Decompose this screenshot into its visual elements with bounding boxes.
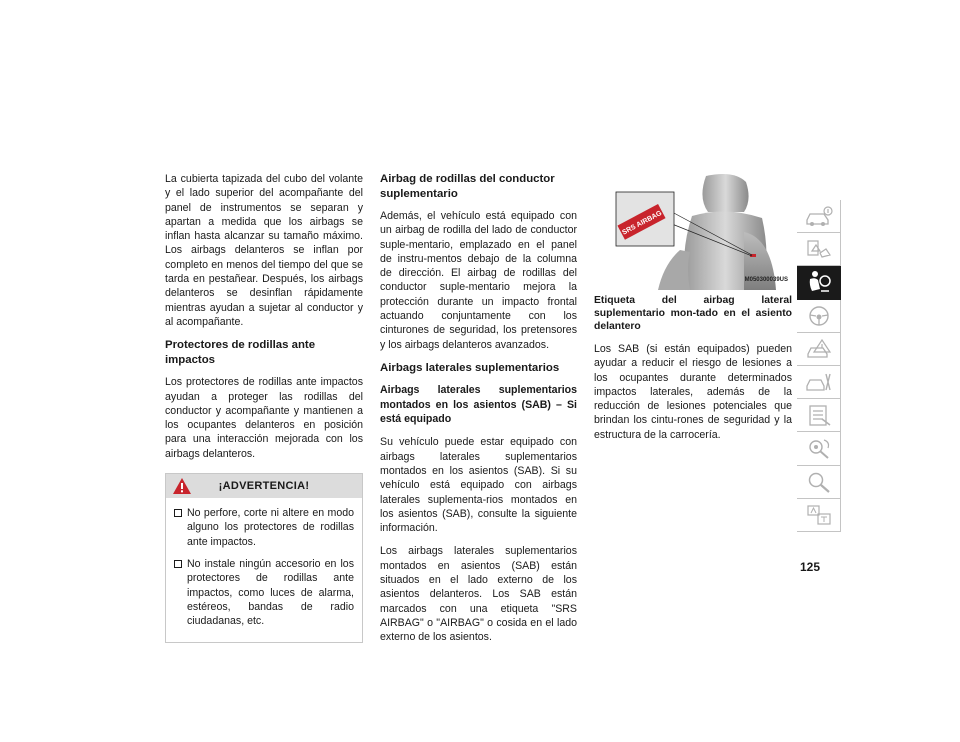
sab-paragraph-1: Su vehículo puede estar equipado con airbags laterales suplementarios montados en los asientos (SAB). Si su vehículo está equipado con airbags laterales suplementa-rios montados en los asientos (SAB), consulte la siguiente información. (380, 436, 577, 535)
warning-list (166, 498, 362, 642)
magnifier-icon (804, 470, 834, 494)
car-hazard-icon (804, 337, 834, 361)
knee-bolsters-heading: Protectores de rodillas ante impactos (165, 339, 316, 366)
checklist-icon (804, 403, 834, 427)
steering-wheel-icon (804, 304, 834, 328)
knee-bolsters-paragraph: Los protectores de rodillas ante impactos ayudan a proteger las rodillas del conductor y acompañante y mantienen a los ocupantes delanteros en posición para una interacción mejorada con los airbags delanteros. (165, 376, 363, 460)
tab-specifications[interactable] (797, 399, 841, 432)
warning-title: ¡ADVERTENCIA! (218, 479, 310, 492)
warning-triangle-icon (172, 477, 192, 495)
car-service-icon (804, 370, 834, 394)
sab-benefit-paragraph: Los SAB (si están equipados) pueden ayudar a reducir el riesgo de lesiones a los ocupantes durante determinados impactos laterales, además de la reducción de lesiones potenciales que brindan los cintu-rones de seguridad y la estructura de la carrocería. (594, 343, 792, 441)
column-right (594, 172, 792, 451)
srs-label-text: SRS AIRBAG (621, 209, 664, 237)
car-info-icon (804, 204, 834, 228)
language-icon (804, 502, 834, 528)
tab-maintenance[interactable] (797, 366, 841, 399)
column-left (165, 172, 363, 643)
column-middle (380, 172, 577, 654)
page-number: 125 (800, 560, 821, 574)
tab-vehicle-info[interactable] (797, 200, 841, 233)
figure-code: M050300039US (744, 276, 788, 283)
tab-dashboard[interactable] (797, 233, 841, 266)
warning-item: No perfore, corte ni altere en modo alguno los protectores de rodillas ante impactos. (174, 506, 354, 549)
tab-safety[interactable] (797, 266, 841, 299)
chapter-tabs (797, 200, 841, 532)
sab-lead: Airbags laterales suplementarios montados en los asientos (SAB) – Si está equipado (380, 384, 577, 426)
tab-index[interactable] (797, 466, 841, 499)
warning-header (166, 474, 362, 498)
warning-item: No instale ningún accesorio en los protectores de rodillas ante impactos, como luces de alarma, estéreos, bandas de radio ciudadanas, etc. (174, 557, 354, 628)
airbag-safety-icon (804, 269, 834, 295)
tab-languages[interactable] (797, 499, 841, 532)
dashboard-lights-icon (804, 237, 834, 261)
intro-paragraph: La cubierta tapizada del cubo del volante y el lado superior del acompañante del panel de instrumentos se separan y apartan a medida que los airbags se inflan hasta alcanzar su tamaño máximo. Los airbags delanteros se inflan por completo en menos del tiempo del que se tarda en pestañear. Después, los airbags delanteros se desinflan rápidamente mientras ayudan a sujetar al conductor y al acompañante. (165, 173, 363, 328)
side-airbags-heading: Airbags laterales suplementarios (380, 361, 560, 374)
driver-knee-airbag-heading: Airbag de rodillas del conductor suplementario (380, 173, 555, 200)
sab-paragraph-2: Los airbags laterales suplementarios montados en asientos (SAB) están situados en el lado externo de los asientos delanteros. Los SAB están marcados con una etiqueta "SRS AIRBAG" o "AIRBAG" o cosida en el lado externo de los asientos. (380, 545, 577, 644)
tab-emergency[interactable] (797, 333, 841, 366)
gear-wrench-icon (804, 436, 834, 460)
figure-caption: Etiqueta del airbag lateral suplementario mon-tado en el asiento delantero (594, 295, 792, 332)
tab-customer-assistance[interactable] (797, 432, 841, 465)
seat-airbag-figure (594, 172, 792, 290)
driver-knee-airbag-paragraph: Además, el vehículo está equipado con un airbag de rodilla del lado de conductor suple-mentario, emplazado en el panel de instru-mentos debajo de la columna de dirección. El airbag de rodillas del conductor suple-mentario mejora la protección durante un impacto frontal actuando conjuntamente con los cinturones de seguridad, los pretensores y los airbags delanteros avanzados. (380, 210, 577, 351)
tab-driving[interactable] (797, 300, 841, 333)
warning-box (165, 473, 363, 643)
